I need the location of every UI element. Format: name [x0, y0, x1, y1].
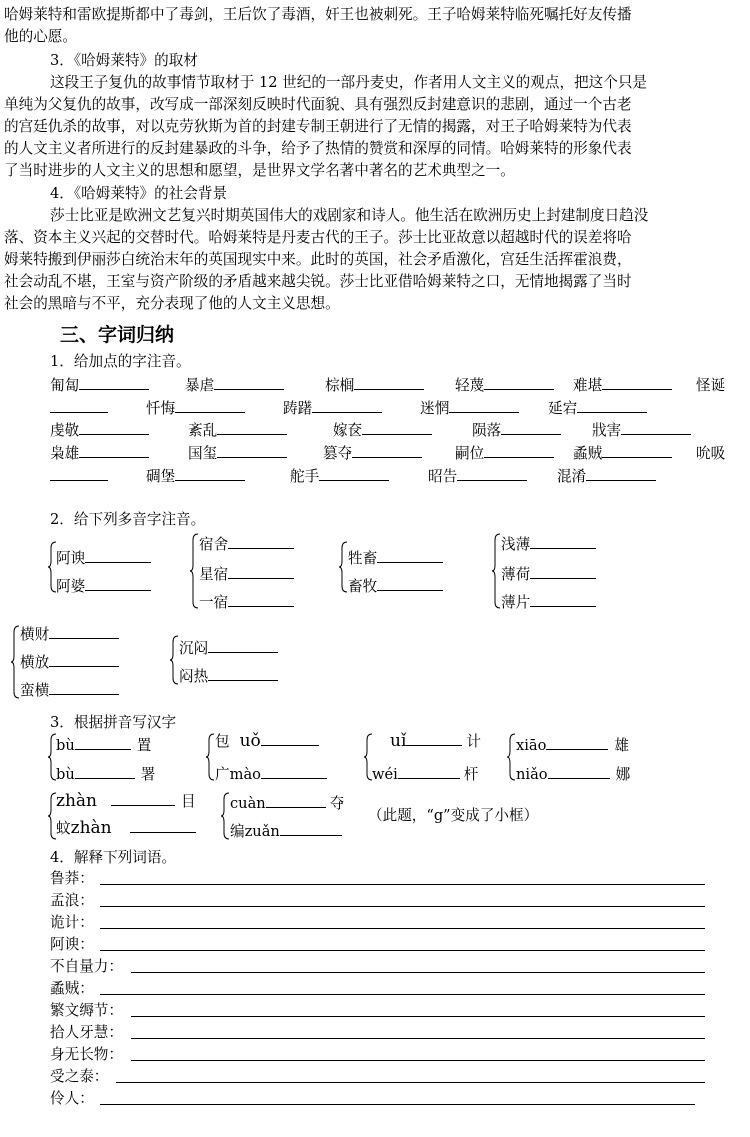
q1-word: 虔敬: [50, 422, 80, 439]
q4-term: 繁文缛节：: [50, 1002, 123, 1019]
q4-term: 伶人：: [50, 1090, 94, 1107]
q1-item: [696, 374, 725, 395]
answer-blank[interactable]: [228, 533, 294, 549]
q3-item: [215, 730, 319, 751]
q4-term: 蟊贼：: [50, 980, 94, 997]
answer-blank[interactable]: [406, 730, 462, 746]
answer-blank[interactable]: [577, 397, 647, 413]
q1-item: [325, 374, 424, 395]
answer-blank[interactable]: [546, 734, 608, 750]
q2-item: [179, 637, 278, 658]
q2-item: [199, 563, 294, 584]
q1-item: [146, 397, 245, 418]
q3-item: [56, 817, 196, 838]
pinyin: bù: [56, 766, 75, 783]
q3-item: [372, 763, 478, 784]
answer-line[interactable]: [100, 928, 705, 929]
q1-item: [548, 397, 647, 418]
answer-blank[interactable]: [49, 679, 119, 695]
answer-blank[interactable]: [602, 374, 672, 390]
q3-item: [56, 763, 155, 784]
q1-word: 混淆: [557, 468, 587, 485]
q3-item: [215, 763, 327, 784]
answer-blank[interactable]: [398, 763, 460, 779]
q1-item: [557, 465, 656, 486]
answer-blank[interactable]: [530, 591, 596, 607]
answer-blank[interactable]: [312, 397, 382, 413]
answer-blank[interactable]: [208, 637, 278, 653]
q4-term: 诡计：: [50, 914, 94, 931]
sec3-line: 这段王子复仇的故事情节取材于 12 世纪的一部丹麦史，作者用人文主义的观点，把这个只是: [50, 74, 648, 91]
pinyin: niǎo: [516, 766, 548, 783]
q1-item: [50, 442, 149, 463]
answer-blank[interactable]: [50, 397, 108, 413]
q1-word: 陨落: [472, 422, 502, 439]
q1-word: 匍匐: [50, 377, 80, 394]
q2-item: [501, 591, 596, 612]
q3-char: 蚊: [56, 820, 71, 837]
sec3-line: 单纯为父复仇的故事，改写成一部深刻反映时代面貌、具有强烈反封建意识的悲剧，通过一个古老: [4, 96, 632, 113]
answer-blank[interactable]: [217, 442, 287, 458]
answer-blank[interactable]: [377, 575, 443, 591]
answer-line[interactable]: [100, 994, 705, 995]
q1-item: [50, 419, 149, 440]
answer-blank[interactable]: [352, 442, 422, 458]
q3-item: [230, 820, 342, 841]
q3-label: 3．根据拼音写汉字: [50, 714, 177, 731]
q3-char: 编: [230, 823, 245, 840]
sec4-line: 姆莱特搬到伊丽莎白统治末年的英国现实中来。此时的英国，社会矛盾激化，宫廷生活挥霍浪费，: [4, 251, 632, 268]
q1-item: [472, 419, 561, 440]
answer-blank[interactable]: [530, 563, 596, 579]
intro-line: 哈姆莱特和雷欧提斯都中了毒剑，王后饮了毒酒，奸王也被刺死。王子哈姆莱特临死嘱托好友传播: [4, 6, 632, 23]
q3-char: 杆: [463, 766, 479, 783]
q4-term: 受之泰：: [50, 1068, 109, 1085]
q1-item: [333, 419, 432, 440]
q1-word: 戕害: [592, 422, 622, 439]
sec4-line: 社会的黑暗与不平，充分表现了他的人文主义思想。: [4, 295, 340, 312]
q2-word: 阿谀: [56, 550, 86, 567]
answer-line[interactable]: [131, 972, 705, 973]
answer-line[interactable]: [131, 1038, 705, 1039]
pinyin: xiāo: [516, 737, 547, 754]
pinyin: cuàn: [230, 795, 266, 812]
q1-item: [420, 397, 519, 418]
q2-word: 星宿: [199, 566, 229, 583]
q3-char: 置: [136, 737, 152, 754]
q3-char: 计: [466, 733, 481, 750]
q3-char: 娜: [615, 766, 631, 783]
answer-blank[interactable]: [175, 397, 245, 413]
q1-item: [50, 397, 108, 417]
q1-word: 紊乱: [188, 422, 218, 439]
section-title: 三、字词归纳: [60, 324, 175, 346]
q2-item: [501, 533, 596, 554]
answer-blank[interactable]: [602, 442, 672, 458]
q2-item: [501, 563, 596, 584]
q4-term: 阿谀：: [50, 936, 94, 953]
answer-blank[interactable]: [130, 817, 196, 833]
pinyin: mào: [229, 766, 261, 783]
intro-line: 他的心愿。: [4, 28, 77, 45]
answer-blank[interactable]: [548, 763, 610, 779]
answer-line[interactable]: [131, 1016, 705, 1017]
q2-word: 横财: [20, 626, 50, 643]
q3-char: 目: [181, 793, 196, 810]
q3-char: 雄: [614, 737, 629, 754]
answer-blank[interactable]: [228, 563, 294, 579]
answer-blank[interactable]: [79, 442, 149, 458]
q1-word: 迷惘: [420, 400, 450, 417]
q2-word: 横放: [20, 654, 50, 671]
answer-blank[interactable]: [75, 734, 131, 750]
q3-item: [516, 734, 629, 755]
pinyin: zhàn: [56, 791, 97, 811]
q1-label: 1．给加点的字注音。: [50, 353, 191, 370]
q1-word: 嫁奁: [333, 422, 363, 439]
answer-blank[interactable]: [214, 374, 284, 390]
answer-blank[interactable]: [362, 419, 432, 435]
q3-item: [56, 734, 151, 755]
answer-blank[interactable]: [261, 763, 327, 779]
answer-blank[interactable]: [377, 547, 443, 563]
answer-blank[interactable]: [586, 465, 656, 481]
q2-item: [20, 651, 119, 672]
q4-label: 4．解释下列词语。: [50, 849, 177, 866]
answer-line[interactable]: [131, 1060, 705, 1061]
q3-char: 署: [140, 766, 156, 783]
answer-blank[interactable]: [280, 820, 342, 836]
q1-row-1: [50, 374, 149, 395]
answer-blank[interactable]: [501, 419, 561, 435]
q1-item: [455, 374, 554, 395]
answer-blank[interactable]: [457, 465, 527, 481]
answer-blank[interactable]: [49, 623, 119, 639]
q1-item: [185, 374, 284, 395]
sec3-heading: 3．《哈姆莱特》的取材: [50, 52, 198, 69]
q2-word: 沉闷: [179, 640, 209, 657]
q3-item: [230, 792, 344, 813]
q1-word: 篡夺: [323, 445, 353, 462]
answer-blank[interactable]: [85, 575, 151, 591]
answer-blank[interactable]: [354, 374, 424, 390]
q1-word: 暴虐: [185, 377, 215, 394]
q1-word: 难堪: [573, 377, 603, 394]
q2-word: 阿婆: [56, 578, 86, 595]
q1-word: 嗣位: [455, 445, 485, 462]
q4-term: 鲁莽：: [50, 870, 94, 887]
q4-term: 身无长物：: [50, 1046, 123, 1063]
q1-word: 忏悔: [146, 400, 176, 417]
pinyin: bù: [56, 737, 75, 754]
q3-item: [56, 790, 196, 811]
q2-item: [199, 533, 294, 554]
q1-item: [146, 465, 245, 486]
sec4-heading: 4．《哈姆莱特》的社会背景: [50, 185, 228, 202]
q4-term: 拾人牙慧：: [50, 1024, 123, 1041]
q2-word: 宿舍: [199, 536, 229, 553]
q3-char: 夺: [329, 795, 345, 812]
q2-word: 薄片: [501, 594, 531, 611]
q1-word: 延宕: [548, 400, 578, 417]
q3-item: [516, 763, 630, 784]
q2-word: 闷热: [179, 668, 209, 685]
answer-blank[interactable]: [79, 419, 149, 435]
q2-item: [56, 575, 151, 596]
q2-item: [199, 591, 294, 612]
answer-blank[interactable]: [484, 374, 554, 390]
pinyin: uǒ: [239, 731, 261, 751]
q1-item: [455, 442, 554, 463]
q3-note: （此题，“g”变成了小框）: [368, 807, 539, 824]
sec3-line: 了当时进步的人文主义的思想和愿望，是世界文学名著中著名的艺术典型之一。: [4, 162, 515, 179]
q1-item: [592, 419, 691, 440]
answer-blank[interactable]: [484, 442, 554, 458]
answer-line[interactable]: [100, 906, 705, 907]
q2-word: 牲畜: [348, 550, 378, 567]
sec3-line: 的人文主义者所进行的反封建暴政的斗争，给予了热情的赞赏和深厚的同情。哈姆莱特的形象代表: [4, 140, 632, 157]
q2-word: 畜牧: [348, 578, 378, 595]
q2-item: [348, 547, 443, 568]
answer-blank[interactable]: [217, 419, 287, 435]
answer-blank[interactable]: [79, 374, 149, 390]
q1-word: 蟊贼: [573, 445, 603, 462]
q1-item: [188, 419, 287, 440]
pinyin: wéi: [372, 766, 398, 783]
q2-item: [20, 623, 119, 644]
q1-word: 轻蔑: [455, 377, 485, 394]
q1-word: 舵手: [290, 468, 320, 485]
q1-word: 昭告: [428, 468, 458, 485]
answer-blank[interactable]: [111, 790, 175, 806]
q2-word: 薄荷: [501, 566, 531, 583]
answer-blank[interactable]: [228, 591, 294, 607]
answer-blank[interactable]: [85, 547, 151, 563]
q1-item: [290, 465, 389, 486]
q2-word: 浅薄: [501, 536, 531, 553]
pinyin: zhàn: [70, 818, 112, 838]
sec4-line: 社会动乱不堪，王室与资产阶级的矛盾越来越尖锐。莎士比亚借哈姆莱特之口，无情地揭露了当时: [4, 273, 632, 290]
answer-line[interactable]: [100, 950, 705, 951]
q1-word: 国玺: [188, 445, 218, 462]
q1-item: [428, 465, 527, 486]
answer-line[interactable]: [100, 1104, 695, 1105]
q1-word: 棕榈: [325, 377, 355, 394]
pinyin: uǐ: [390, 731, 407, 751]
q1-word: 怪诞: [696, 377, 726, 394]
q3-char: 包: [215, 733, 230, 750]
q2-item: [56, 547, 151, 568]
q2-item: [20, 679, 119, 700]
answer-blank[interactable]: [449, 397, 519, 413]
sec3-line: 的宫廷仇杀的故事，对以克劳狄斯为首的封建专制王朝进行了无情的揭露，对王子哈姆莱特为代表: [4, 118, 632, 135]
q1-item: [188, 442, 287, 463]
q1-item: [283, 397, 382, 418]
answer-blank[interactable]: [208, 665, 278, 681]
q1-item: [323, 442, 422, 463]
q4-term: 孟浪：: [50, 892, 94, 909]
answer-blank[interactable]: [49, 651, 119, 667]
q3-item: [390, 730, 481, 751]
answer-blank[interactable]: [50, 465, 108, 481]
q2-word: 蛮横: [20, 682, 50, 699]
q1-word: 枭雄: [50, 445, 80, 462]
q1-item: [573, 442, 672, 463]
q2-word: 一宿: [199, 594, 229, 611]
answer-blank[interactable]: [75, 763, 135, 779]
q1-word: 吮吸: [696, 445, 726, 462]
q1-item: [50, 465, 108, 485]
q1-item: [696, 442, 725, 463]
answer-blank[interactable]: [530, 533, 596, 549]
answer-blank[interactable]: [621, 419, 691, 435]
answer-line[interactable]: [116, 1082, 705, 1083]
answer-blank[interactable]: [319, 465, 389, 481]
sec4-line: 莎士比亚是欧洲文艺复兴时期英国伟大的戏剧家和诗人。他生活在欧洲历史上封建制度日趋没: [50, 207, 649, 224]
sec4-line: 落、资本主义兴起的交替时代。哈姆莱特是丹麦古代的王子。莎士比亚故意以超越时代的误差将哈: [4, 229, 632, 246]
answer-line[interactable]: [100, 884, 705, 885]
q1-word: 踌躇: [283, 400, 313, 417]
q3-char: 广: [215, 766, 230, 783]
pinyin: zuǎn: [244, 823, 280, 840]
answer-blank[interactable]: [175, 465, 245, 481]
answer-blank[interactable]: [261, 730, 319, 746]
q2-item: [179, 665, 278, 686]
answer-blank[interactable]: [266, 792, 326, 808]
q4-term: 不自量力：: [50, 958, 123, 975]
q2-item: [348, 575, 443, 596]
q2-label: 2．给下列多音字注音。: [50, 511, 206, 528]
q1-word: 碉堡: [146, 468, 176, 485]
q1-item: [573, 374, 672, 395]
